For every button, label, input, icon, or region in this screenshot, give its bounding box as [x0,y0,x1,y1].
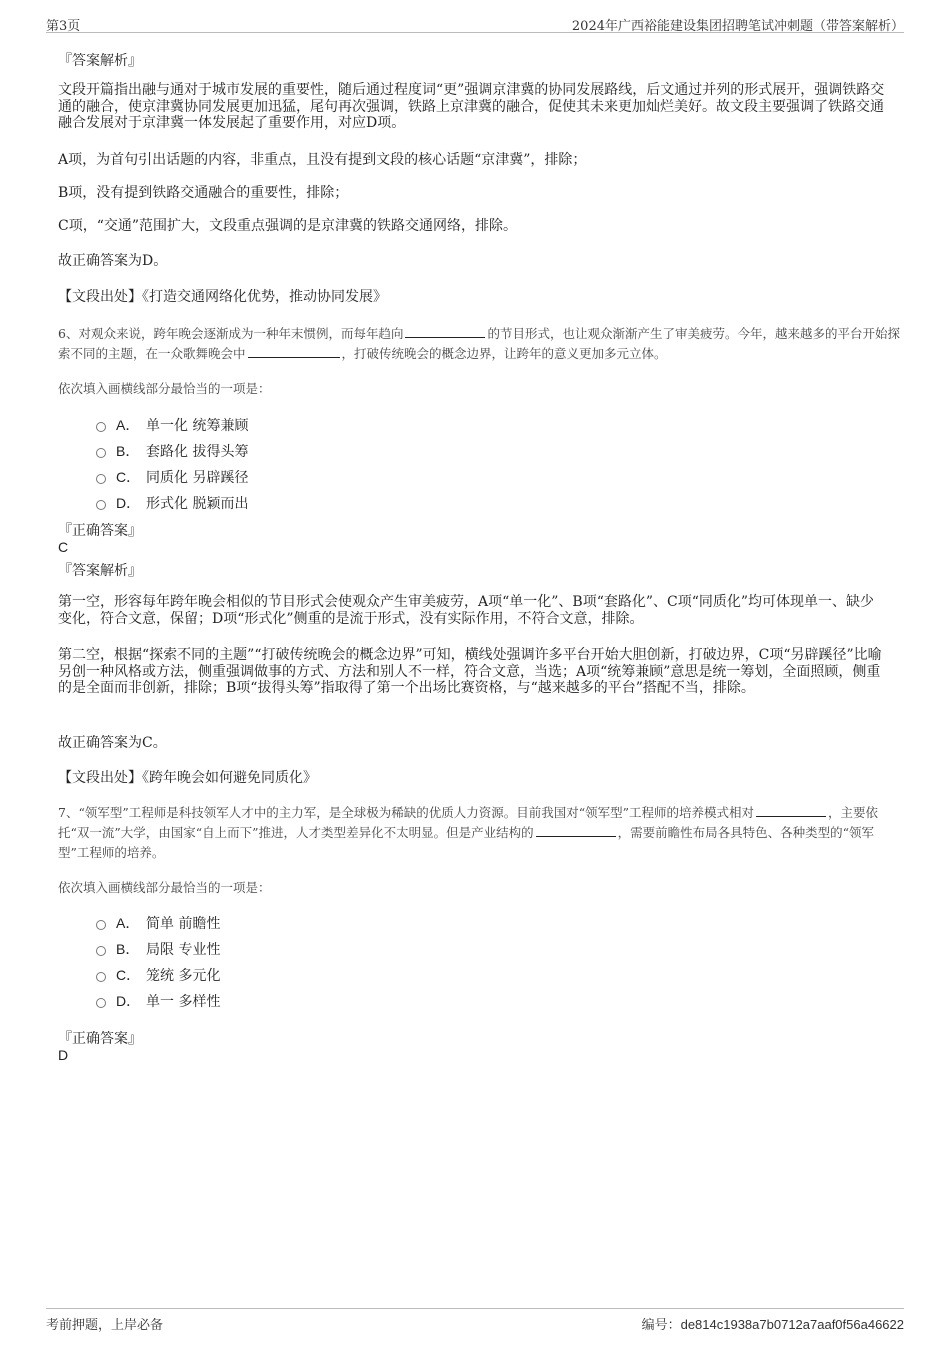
radio-button[interactable] [96,920,106,930]
option-d[interactable] [96,991,220,1011]
option-text: 局限 专业性 [146,942,221,958]
option-b[interactable] [96,441,248,461]
correct-answer-label: 『正确答案』 [58,1031,142,1047]
radio-button[interactable] [96,474,106,484]
option-letter: D． [116,495,141,511]
fill-blank [405,325,485,338]
question-text-part: 7、“领军型”工程师是科技领军人才中的主力军，是全球极为稀缺的优质人力资源。目前我国对“领军型”工程师的培养模式相对 [58,805,755,820]
source-line [58,286,387,306]
fill-blank [756,804,826,817]
option-d[interactable] [96,493,248,513]
correct-answer-label: 『正确答案』 [58,523,142,539]
option-text: 单一化 统筹兼顾 [146,418,249,434]
question-text-part: ，主要依托“双一流”大学，由国家“自上而下”推进，人才类型差异化不太明显。但是产业结构的 [58,805,879,840]
question-text-part: ，需要前瞻性布局各具特色、各种类型的“领军型”工程师的培养。 [58,825,874,860]
radio-button[interactable] [96,448,106,458]
analysis-paragraph: A项，为首句引出话题的内容，非重点，且没有提到文段的核心话题“京津冀”，排除； [58,152,587,168]
option-text: 形式化 脱颖而出 [146,496,249,512]
page-header [46,14,904,33]
code-label: 编号： [641,1318,681,1333]
analysis-label: 『答案解析』 [58,563,142,579]
source-title: 《打造交通网络化优势，推动协同发展》 [142,289,387,305]
analysis-label: 『答案解析』 [58,53,142,69]
radio-button[interactable] [96,946,106,956]
footer-slogan: 考前押题，上岸必备 [46,1318,164,1333]
option-letter: B． [116,443,140,459]
radio-button[interactable] [96,998,106,1008]
option-text: 套路化 拔得头筹 [146,444,249,460]
fill-blank [536,824,616,837]
source-label: 【文段出处】 [58,770,142,786]
question-7-text [58,803,903,863]
question-prompt: 依次填入画横线部分最恰当的一项是： [58,381,271,396]
radio-button[interactable] [96,972,106,982]
option-text: 单一 多样性 [146,994,221,1010]
source-line [58,767,317,787]
option-a[interactable] [96,913,220,933]
code-value: de814c1938a7b0712a7aaf0f56a46622 [680,1317,904,1332]
source-title: 《跨年晚会如何避免同质化》 [142,770,317,786]
option-c[interactable] [96,467,248,487]
radio-button[interactable] [96,500,106,510]
option-text: 同质化 另辟蹊径 [146,470,249,486]
fill-blank [248,345,340,358]
question-text-part: ，打破传统晚会的概念边界，让跨年的意义更加多元立体。 [341,346,667,361]
option-a[interactable] [96,415,248,435]
question-6-text [58,324,903,364]
option-letter: C． [116,469,141,485]
option-text: 简单 前瞻性 [146,916,221,932]
option-letter: C． [116,967,141,983]
correct-answer: D [58,1047,69,1063]
source-label: 【文段出处】 [58,289,142,305]
conclusion: 故正确答案为C。 [58,735,167,751]
analysis-paragraph: 第二空，根据“探索不同的主题”“打破传统晚会的概念边界”可知，横线处强调许多平台开始大胆创新，打破边界，C项“另辟蹊径”比喻另创一种风格或方法，侧重强调做事的方式、方法和别人不一样，符合文意，当选；A项“统筹兼顾”意思是统一筹划，全面照顾，侧重的是全面而非创新，排除；B项“拔得头筹”指取得了第一个出场比赛资格，与“越来越多的平台”搭配不当，排除。 [58,647,882,696]
page-number: 第3页 [46,19,81,34]
analysis-paragraph: C项，“交通”范围扩大，文段重点强调的是京津冀的铁路交通网络，排除。 [58,218,518,234]
conclusion: 故正确答案为D。 [58,253,168,269]
question-text-part: 的节目形式，也让观众渐渐产生了审美疲劳。今年，越来越多的平台开始探索不同的主题，在一众歌舞晚会中 [58,326,900,361]
document-title: 2024年广西裕能建设集团招聘笔试冲刺题（带答案解析） [571,19,904,34]
analysis-paragraph: 第一空，形容每年跨年晚会相似的节目形式会使观众产生审美疲劳，A项“单一化”、B项“套路化”、C项“同质化”均可体现单一、缺少变化，符合文意，保留；D项“形式化”侧重的是流于形式，没有实际作用，不符合文意，排除。 [58,594,875,627]
document-code [642,1314,904,1333]
analysis-paragraph: B项，没有提到铁路交通融合的重要性，排除； [58,185,349,201]
question-text-part: 6、对观众来说，跨年晚会逐渐成为一种年末惯例，而每年趋向 [58,326,404,341]
page-footer [46,1308,904,1333]
analysis-paragraph: 文段开篇指出融与通对于城市发展的重要性，随后通过程度词“更”强调京津冀的协同发展路线，后文通过并列的形式展开，强调铁路交通的融合，使京津冀协同发展更加迅猛，尾句再次强调，铁路上京津冀的融合，促使其未来更加灿烂美好。故文段主要强调了铁路交通融合发展对于京津冀一体发展起了重要作用，对应D项。 [58,82,885,131]
option-c[interactable] [96,965,220,985]
option-letter: D． [116,993,141,1009]
radio-button[interactable] [96,422,106,432]
option-letter: B． [116,941,140,957]
option-letter: A． [116,417,140,433]
question-prompt: 依次填入画横线部分最恰当的一项是： [58,880,271,895]
option-b[interactable] [96,939,220,959]
correct-answer: C [58,539,69,555]
option-text: 笼统 多元化 [146,968,221,984]
option-letter: A． [116,915,140,931]
